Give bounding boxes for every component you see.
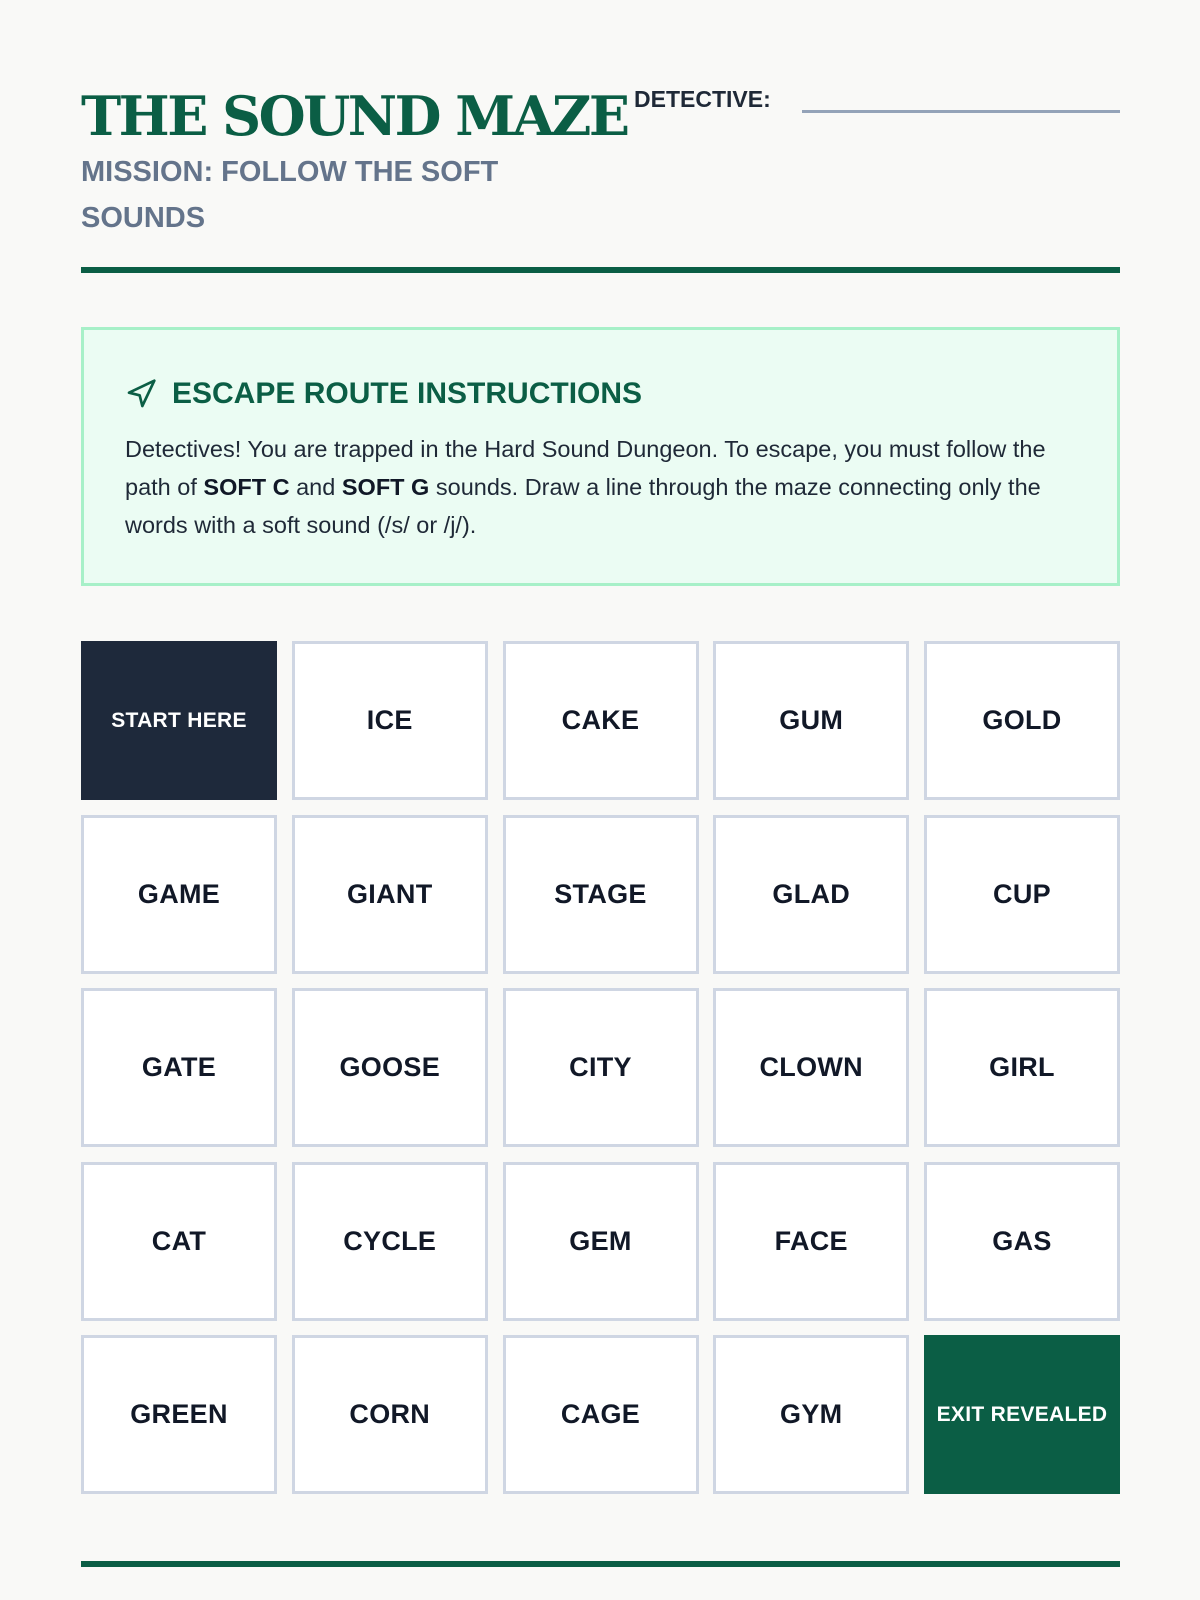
detective-field[interactable] (634, 84, 1120, 124)
maze-cell[interactable]: GIANT (292, 815, 488, 974)
maze-cell[interactable]: GAME (81, 815, 277, 974)
maze-cell[interactable]: FACE (713, 1162, 909, 1321)
maze-cell[interactable]: CAGE (503, 1335, 699, 1494)
instructions-text-part2: sounds. Draw a line through the maze connecting only the words with a soft sound (/s/ or /j/). (125, 474, 1041, 538)
maze-cell[interactable]: GLAD (713, 815, 909, 974)
maze-cell[interactable]: STAGE (503, 815, 699, 974)
soft-g-emphasis: SOFT G (341, 474, 430, 500)
maze-cell[interactable]: GATE (81, 988, 277, 1147)
detective-label: DETECTIVE: (634, 86, 771, 112)
maze-cell[interactable]: CUP (924, 815, 1120, 974)
footer-divider (81, 1561, 1120, 1567)
maze-cell[interactable]: CLOWN (713, 988, 909, 1147)
page-title: THE SOUND MAZE (81, 84, 628, 148)
maze-cell[interactable]: CAKE (503, 641, 699, 800)
instructions-text (125, 430, 1075, 544)
maze-cell[interactable]: GIRL (924, 988, 1120, 1147)
maze-cell[interactable]: CAT (81, 1162, 277, 1321)
maze-cell-exit[interactable]: EXIT REVEALED (924, 1335, 1120, 1494)
navigation-arrow-icon (125, 378, 157, 410)
detective-name-line[interactable] (802, 110, 1120, 113)
maze-cell[interactable]: CYCLE (292, 1162, 488, 1321)
maze-cell[interactable]: CORN (292, 1335, 488, 1494)
maze-cell-start[interactable]: START HERE (81, 641, 277, 800)
soft-c-emphasis: SOFT C (203, 474, 290, 500)
instructions-text-part1: Detectives! You are trapped in the Hard Sound Dungeon. To escape, you must follow the path of (125, 436, 1046, 500)
instructions-text-and: and (289, 474, 342, 500)
maze-cell[interactable]: GREEN (81, 1335, 277, 1494)
maze-cell[interactable]: GEM (503, 1162, 699, 1321)
maze-cell[interactable]: GYM (713, 1335, 909, 1494)
maze-grid (81, 641, 1120, 1494)
maze-cell[interactable]: CITY (503, 988, 699, 1147)
instructions-title: ESCAPE ROUTE INSTRUCTIONS (172, 377, 643, 410)
instructions-box (81, 327, 1120, 586)
maze-cell[interactable]: GOLD (924, 641, 1120, 800)
maze-cell[interactable]: GOOSE (292, 988, 488, 1147)
maze-cell[interactable]: GAS (924, 1162, 1120, 1321)
worksheet-page (81, 0, 1120, 1600)
header (81, 84, 1120, 254)
mission-subtitle: MISSION: FOLLOW THE SOFT SOUNDS (81, 156, 499, 234)
maze-cell[interactable]: GUM (713, 641, 909, 800)
header-divider (81, 267, 1120, 273)
maze-cell[interactable]: ICE (292, 641, 488, 800)
